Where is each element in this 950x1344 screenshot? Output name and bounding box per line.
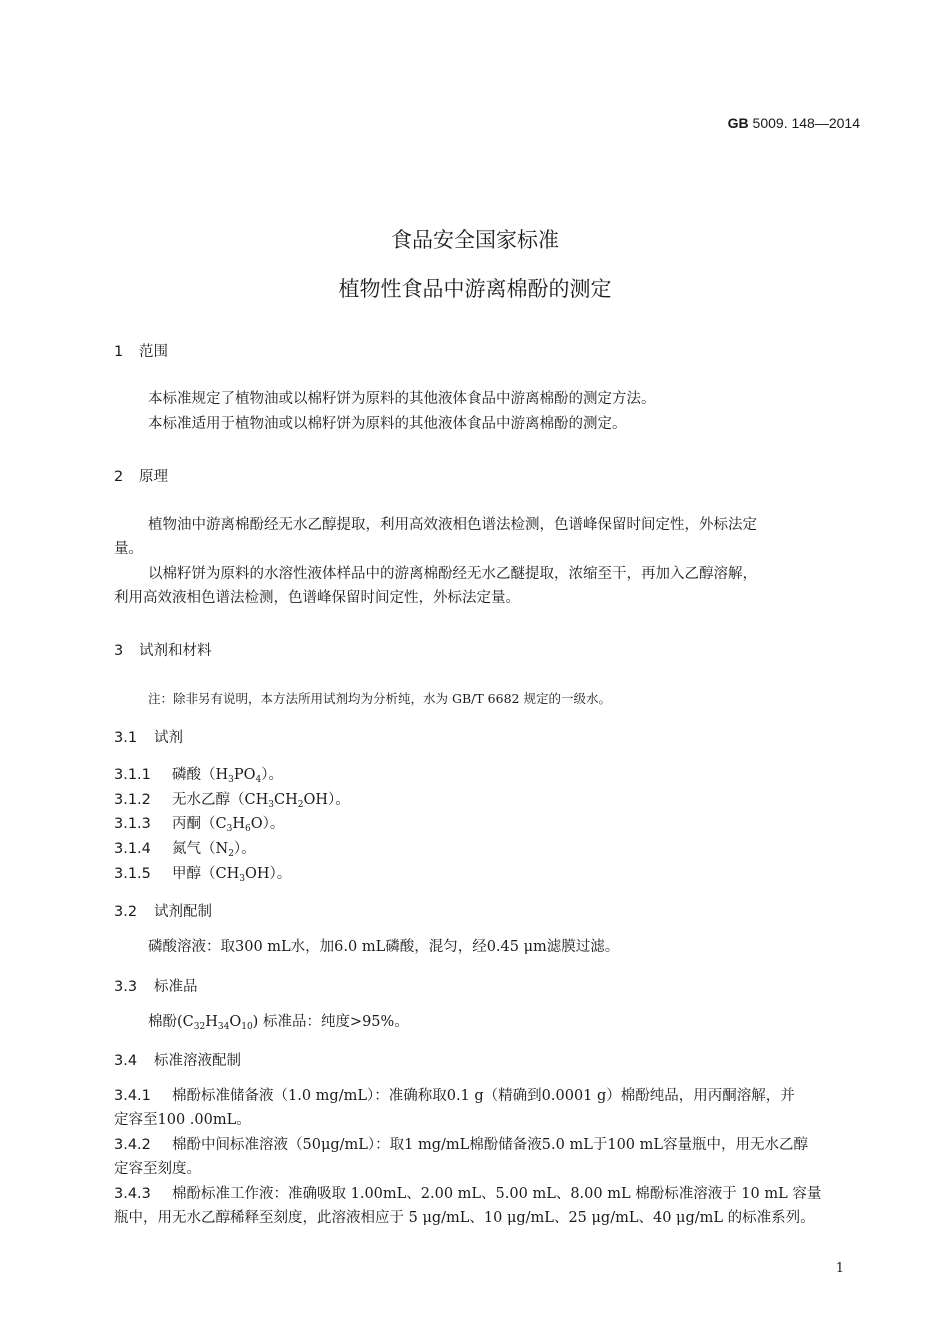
standard-solution-item-2-line-1: 3.4.2 棉酚中间标准溶液（50μg/mL）：取1 mg/mL棉酚储备液5.0 mL于100 mL容量瓶中，用无水乙醇 (114, 1137, 809, 1153)
standard-solution-item-1-line-1: 3.4.1 棉酚标准储备液（1.0 mg/mL）：准确称取0.1 g（精确到0.0001 g）棉酚纯品，用丙酮溶解，并 (114, 1088, 795, 1104)
section-3-3-para: 棉酚$(C_{32}H_{34}O_{10})$ 标准品：纯度>95%。 (148, 1014, 409, 1032)
standard-solution-item-1-line-2: 定容至100 .00mL。 (114, 1112, 251, 1128)
standard-solution-item-3-line-1: 3.4.3 棉酚标准工作液：准确吸取 1.00mL、2.00 mL、5.00 mL、8.00 mL 棉酚标准溶液于 10 mL 容量 (114, 1186, 822, 1202)
title-line-1: 食品安全国家标准 (391, 228, 559, 252)
section-3-3-heading: 3.3 标准品 (114, 979, 198, 995)
section-2-heading: 2 原理 (114, 469, 168, 485)
standard-solution-item-3-line-2: 瓶中，用无水乙醇稀释至刻度，此溶液相应于 5 μg/mL、10 μg/mL、25 μg/mL、40 μg/mL 的标准系列。 (114, 1210, 815, 1226)
section-3-2-para: 磷酸溶液：取300 mL水，加6.0 mL磷酸，混匀，经0.45 μm滤膜过滤。 (148, 939, 620, 955)
section-2-para-2-line-1: 以棉籽饼为原料的水溶性液体样品中的游离棉酚经无水乙醚提取，浓缩至干，再加入乙醇溶解， (148, 566, 757, 582)
section-3-heading: 3 试剂和材料 (114, 643, 212, 659)
reagent-item-methanol: 3.1.5 甲醇$(CH_3OH)$。 (114, 866, 292, 884)
standard-solution-item-2-line-2: 定容至刻度。 (114, 1161, 201, 1177)
reagent-item-phosphoric-acid: 3.1.1 磷酸$(H_3PO_4)$。 (114, 767, 284, 785)
document-code: GB 5009. 148—2014 (727, 115, 860, 131)
reagent-item-ethanol: 3.1.2 无水乙醇$(CH_3CH_2OH)$。 (114, 792, 350, 810)
section-1-heading: 1 范围 (114, 344, 168, 360)
section-1-para-2: 本标准适用于植物油或以棉籽饼为原料的其他液体食品中游离棉酚的测定。 (148, 416, 627, 432)
title-line-2: 植物性食品中游离棉酚的测定 (338, 277, 612, 301)
reagent-item-nitrogen: 3.1.4 氮气$(N_2)$。 (114, 841, 256, 859)
section-3-2-heading: 3.2 试剂配制 (114, 904, 212, 920)
section-3-note: 注：除非另有说明，本方法所用试剂均为分析纯，水为 GB/T 6682 规定的一级水。 (148, 691, 611, 706)
section-2-para-2-line-2: 利用高效液相色谱法检测，色谱峰保留时间定性，外标法定量。 (114, 590, 520, 606)
section-1-para-1: 本标准规定了植物油或以棉籽饼为原料的其他液体食品中游离棉酚的测定方法。 (148, 391, 656, 407)
reagent-item-acetone: 3.1.3 丙酮$(C_3H_6O)$。 (114, 816, 285, 834)
section-2-para-1-line-2: 量。 (114, 541, 143, 557)
section-3-1-heading: 3.1 试剂 (114, 730, 183, 746)
section-2-para-1-line-1: 植物油中游离棉酚经无水乙醇提取，利用高效液相色谱法检测，色谱峰保留时间定性，外标法定 (148, 517, 757, 533)
section-3-4-heading: 3.4 标准溶液配制 (114, 1053, 241, 1069)
page-number: 1 (835, 1261, 844, 1276)
